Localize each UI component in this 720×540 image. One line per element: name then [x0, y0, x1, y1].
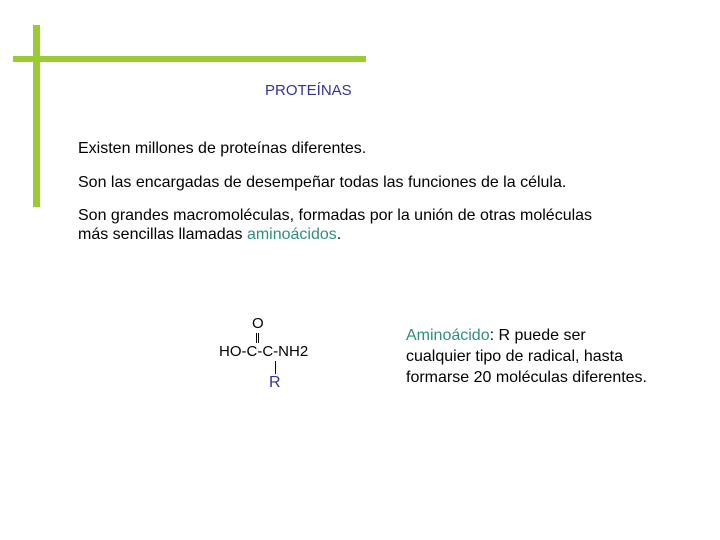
note-line1	[406, 325, 647, 346]
note-term-aminoacido: Aminoácido	[406, 327, 490, 344]
note-line2: cualquier tipo de radical, hasta	[406, 348, 624, 365]
line2-end: .	[336, 226, 342, 243]
slide-title: PROTEÍNAS	[265, 82, 352, 99]
paragraph-macromoleculas-line2	[78, 225, 592, 244]
paragraph-encargadas	[78, 173, 566, 192]
paragraph-existen: Existen millones de proteínas diferentes.	[78, 140, 367, 157]
aminoacid-note	[406, 325, 647, 388]
accent-bar-vertical	[33, 25, 40, 207]
accent-bar-horizontal	[13, 56, 366, 62]
term-aminoacidos: aminoácidos	[246, 226, 337, 243]
formula-single-bond	[275, 361, 276, 374]
aminoacid-structural-formula	[200, 305, 370, 405]
paragraph-encargadas-end: las funciones de la célula.	[378, 174, 567, 191]
emphasis-todas: todas	[339, 174, 379, 191]
note-line3: formarse 20 moléculas diferentes.	[406, 369, 647, 386]
formula-radical: R	[269, 374, 281, 391]
paragraph-macromoleculas-line1: Son grandes macromoléculas, formadas por la unión de otras moléculas	[78, 207, 593, 224]
paragraph-macromoleculas	[78, 206, 592, 244]
formula-oxygen-atom: O	[252, 315, 264, 332]
formula-double-bond	[256, 333, 259, 343]
formula-main-chain: HO-C-C-NH2	[219, 343, 309, 360]
note-line1-rest: : R puede ser	[489, 327, 586, 344]
line2-start: más sencillas llamadas	[78, 226, 247, 243]
paragraph-encargadas-start: Son las encargadas de desempeñar	[78, 174, 340, 191]
